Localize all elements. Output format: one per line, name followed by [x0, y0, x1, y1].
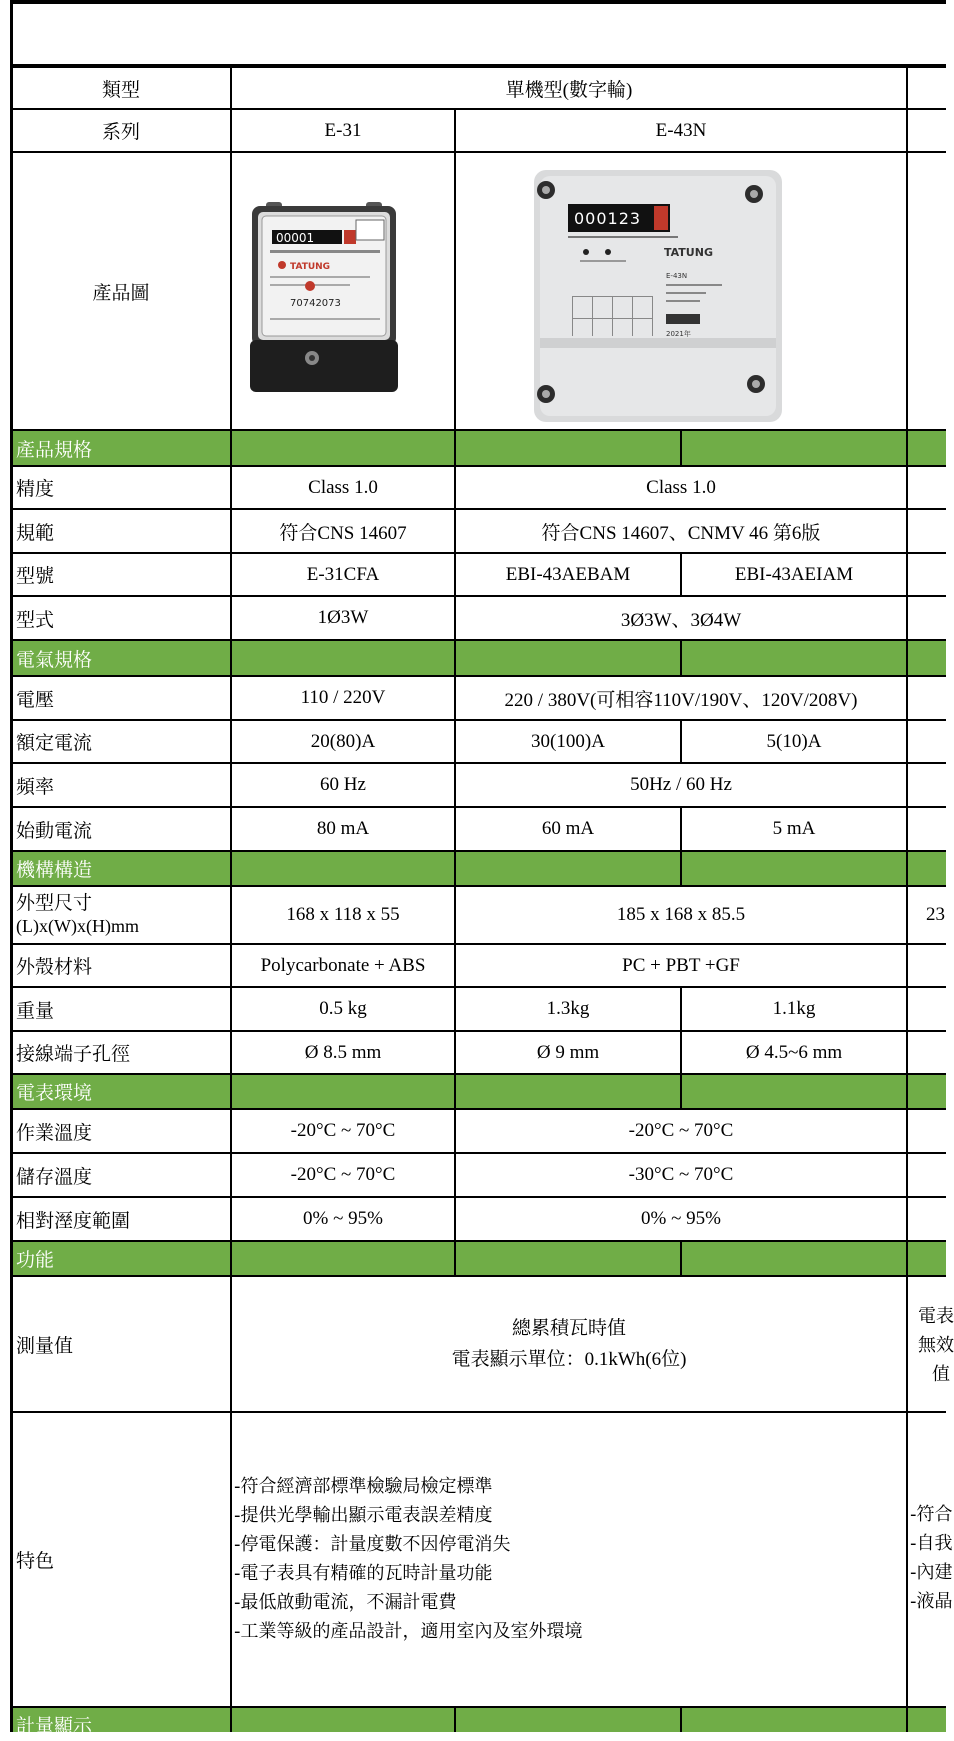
weight-e43n-b: 1.1kg — [772, 998, 816, 1019]
vline-split — [680, 640, 682, 676]
terminal-e43n-a: Ø 9 mm — [536, 1041, 600, 1063]
vline-right-col — [906, 66, 908, 1732]
weight-e31: 0.5 kg — [319, 998, 367, 1019]
feature-item: -符合經濟部標準檢驗局檢定標準 — [234, 1476, 493, 1497]
weight-label: 重量 — [16, 999, 55, 1022]
humidity-label: 相對溼度範圍 — [16, 1209, 131, 1232]
terminal-e31: Ø 8.5 mm — [304, 1041, 382, 1063]
voltage-e43n: 220 / 380V(可相容110V/190V、120V/208V) — [504, 689, 858, 711]
e43n-counter: 000123 — [574, 209, 642, 228]
terminal-label: 接線端子孔徑 — [16, 1043, 131, 1065]
e31-counter: 00001 — [276, 231, 315, 245]
housing-e31: Polycarbonate + ABS — [260, 954, 426, 976]
start-current-label: 始動電流 — [16, 819, 93, 842]
housing-e43n: PC + PBT +GF — [622, 954, 740, 976]
dimensions-label-en: (L)x(W)x(H)mm — [16, 916, 139, 936]
accuracy-e43n: Class 1.0 — [646, 476, 716, 498]
measurement-line-1: 總累積瓦時值 — [511, 1317, 626, 1339]
start-current-e43n-b: 5 mA — [772, 818, 816, 839]
series-e31: E-31 — [324, 119, 362, 141]
storage-temp-label: 儲存溫度 — [16, 1165, 93, 1188]
weight-e43n-a: 1.3kg — [546, 998, 590, 1019]
type-value: 單機型(數字輪) — [505, 79, 633, 101]
op-temp-e43n: -20°C ~ 70°C — [628, 1120, 734, 1141]
series-e43n: E-43N — [655, 119, 707, 141]
current-e31: 20(80)A — [310, 730, 376, 752]
cut-line: 值 — [932, 1364, 950, 1385]
measurement-value — [232, 1277, 906, 1411]
start-current-e43n-a: 60 mA — [541, 818, 595, 839]
accuracy-label: 精度 — [16, 478, 55, 500]
cut-line: 電表 — [918, 1306, 954, 1327]
standard-e43n: 符合CNS 14607、CNMV 46 第6版 — [541, 522, 821, 544]
op-temp-label: 作業溫度 — [16, 1121, 93, 1144]
standard-e31: 符合CNS 14607 — [279, 522, 407, 544]
table-border-top — [10, 0, 946, 4]
section-function: 功能 — [16, 1249, 55, 1271]
start-current-e31: 80 mA — [316, 818, 370, 839]
section-display: 計量顯示 — [16, 1715, 93, 1737]
accuracy-e31: Class 1.0 — [308, 476, 378, 498]
e31-brand: TATUNG — [290, 262, 331, 272]
storage-temp-e43n: -30°C ~ 70°C — [628, 1164, 734, 1185]
e31-serial: 70742073 — [290, 298, 341, 309]
model-e43n-b: EBI-43AEIAM — [734, 563, 854, 585]
humidity-e43n: 0% ~ 95% — [641, 1208, 721, 1229]
current-label: 額定電流 — [16, 732, 93, 754]
storage-temp-e31: -20°C ~ 70°C — [290, 1164, 396, 1185]
frequency-e31: 60 Hz — [320, 774, 366, 795]
dimensions-next-cut: 23 — [926, 904, 945, 925]
form-label: 型式 — [16, 608, 55, 631]
e43n-meter-image — [532, 168, 784, 424]
feature-item: -提供光學輸出顯示電表誤差精度 — [234, 1505, 493, 1526]
e43n-year: 2021年 — [666, 330, 691, 338]
feature-item: -停電保護：計量度數不因停電消失 — [234, 1534, 511, 1555]
vline-e31-e43-bottom — [454, 1706, 456, 1732]
op-temp-e31: -20°C ~ 70°C — [290, 1120, 396, 1141]
type-label: 類型 — [101, 78, 140, 101]
features-next-cut — [910, 1500, 953, 1620]
image-label: 產品圖 — [92, 281, 150, 304]
dimensions-label — [12, 887, 230, 943]
features-list — [234, 1472, 583, 1646]
feature-item: -電子表具有精確的瓦時計量功能 — [234, 1563, 493, 1584]
frequency-e43n: 50Hz / 60 Hz — [630, 774, 732, 795]
e31-meter-image — [248, 200, 400, 394]
section-environment: 電表環境 — [16, 1082, 93, 1104]
vline-split — [680, 430, 682, 466]
measurement-label: 測量值 — [16, 1334, 74, 1357]
terminal-e43n-b: Ø 4.5~6 mm — [745, 1041, 843, 1063]
features-label: 特色 — [16, 1550, 55, 1572]
model-e31: E-31CFA — [306, 563, 380, 585]
humidity-e31: 0% ~ 95% — [303, 1208, 383, 1229]
section-product-spec: 產品規格 — [16, 438, 93, 461]
form-e43n: 3Ø3W、3Ø4W — [620, 609, 742, 631]
vline-split — [680, 1241, 682, 1276]
model-label: 型號 — [16, 565, 55, 587]
feature-item: -最低啟動電流，不漏計電費 — [234, 1592, 457, 1613]
measurement-next-cut — [918, 1302, 954, 1392]
dimensions-e43n: 185 x 168 x 85.5 — [616, 904, 746, 925]
cut-line: -內建 — [910, 1562, 953, 1583]
series-label: 系列 — [101, 121, 140, 143]
measurement-line-2: 電表顯示單位：0.1kWh(6位) — [451, 1349, 687, 1370]
dimensions-e31: 168 x 118 x 55 — [286, 904, 400, 925]
e43n-model: E-43N — [666, 272, 688, 280]
standard-label: 規範 — [16, 521, 55, 544]
dimensions-label-zh: 外型尺寸 — [16, 892, 93, 914]
cut-line: -液晶 — [910, 1591, 953, 1612]
current-e43n-b: 5(10)A — [766, 730, 822, 752]
frequency-label: 頻率 — [16, 775, 55, 798]
e43n-brand: TATUNG — [664, 246, 713, 259]
housing-label: 外殼材料 — [16, 956, 93, 978]
current-e43n-a: 30(100)A — [531, 730, 605, 752]
voltage-e31: 110 / 220V — [300, 687, 386, 708]
section-mechanism: 機構構造 — [16, 859, 93, 881]
vline-split — [680, 1706, 682, 1732]
feature-item: -工業等級的產品設計，適用室內及室外環境 — [234, 1621, 583, 1642]
form-e31: 1Ø3W — [317, 607, 369, 628]
cut-line: -符合 — [910, 1504, 953, 1525]
cut-line: 無效 — [918, 1335, 954, 1356]
section-electrical-spec: 電氣規格 — [16, 648, 93, 671]
model-e43n-a: EBI-43AEBAM — [505, 563, 631, 585]
cut-line: -自我 — [910, 1533, 953, 1554]
voltage-label: 電壓 — [16, 688, 55, 711]
